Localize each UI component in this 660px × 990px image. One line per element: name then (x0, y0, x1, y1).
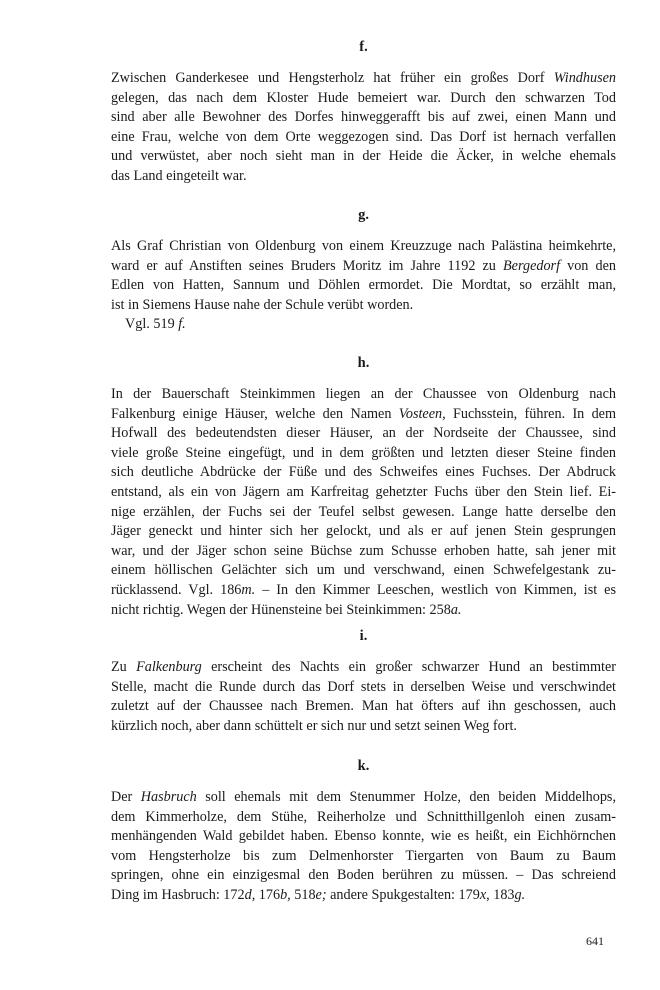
text-line (111, 522, 616, 542)
text-run: soll ehemals mit dem Stenummer Holze, den beiden Middelhops, (196, 789, 616, 805)
text-line (111, 561, 616, 581)
italic-term: Bergedorf (503, 257, 561, 274)
text-line (111, 385, 616, 405)
text-line (111, 147, 616, 167)
paragraph (111, 658, 616, 736)
text-line (111, 697, 616, 717)
text-run: Ding im Hasbruch: 172 (111, 886, 245, 903)
text-run: 183 (489, 886, 515, 903)
italic-term: Hasbruch (140, 789, 197, 805)
text-run: eine Frau, welche von dem Orte weggezogen sind. Das Dorf ist hernach verfallen (111, 128, 616, 145)
text-run: 518 (290, 886, 316, 903)
text-line (111, 276, 616, 296)
paragraph (111, 69, 616, 187)
text-run: und verwüstet, aber noch sieht man in der Heide die Äcker, in welche ehemals (111, 148, 616, 165)
text-run: Als Graf Christian von Oldenburg von einem Kreuzzuge nach Palästina heimkehrte, (111, 238, 616, 254)
text-line (111, 503, 616, 523)
text-line (111, 866, 616, 886)
text-line (111, 808, 616, 828)
italic-term: g. (514, 886, 526, 903)
text-run: Fuchsstein, führen. In dem (445, 405, 617, 422)
text-run: Jäger geneckt und hinter sich her gelockt, und als er auf jenen Stein gesprungen (111, 523, 616, 540)
text-run: ward er auf Anstiften seines Bruders Moritz im Jahre 1192 zu (111, 257, 504, 274)
text-run: 176 (255, 886, 281, 903)
text-run: von den (560, 257, 616, 274)
italic-term: x, (479, 886, 490, 903)
text-run: Der (111, 789, 141, 805)
text-run: – In den Kimmer Leeschen, westlich von Kimmen, ist es (255, 581, 616, 598)
text-line (111, 483, 616, 503)
text-run: viele große Steine eingefügt, und in dem größten und letzten dieser Steine finden (111, 444, 616, 461)
text-run: erscheint des Nachts ein großer schwarzer Hund an bestimmter (201, 659, 616, 675)
text-run: Hofwall des bedeutendsten dieser Häuser, an der Nordseite der Chaussee, sind (111, 425, 616, 442)
italic-term: b, (280, 886, 291, 903)
section-heading: g. (358, 207, 369, 223)
text-run: war, und der Jäger schon seine Büchse zum Schusse erhoben hatte, sah jener mit (111, 542, 616, 559)
section-h (111, 354, 616, 620)
text-run: entstand, als ein von Jägern am Karfreitag gehetzter Fuchs über den Stein lief. Ei- (111, 483, 616, 500)
text-line (111, 128, 616, 148)
italic-term: a. (450, 601, 462, 618)
text-run: menhängenden Wald gebildet haben. Ebenso konnte, wie es heißt, ein Eichhörnchen (111, 828, 616, 845)
section-k (111, 757, 616, 906)
page-number: 641 (586, 934, 604, 948)
text-line (111, 542, 616, 562)
text-line (111, 678, 616, 698)
text-line (111, 108, 616, 128)
section-i (111, 627, 616, 736)
text-line (111, 601, 616, 621)
text-line (111, 405, 616, 425)
italic-term: m. (241, 581, 256, 598)
text-run: dem Kimmerholze, dem Stühe, Reiherholze und Schnitthillgenloh einen zusam- (111, 808, 616, 825)
text-line (111, 237, 616, 257)
text-run: sich deutliche Abdrücke der Füße und des Schweifes eines Fuchses. Der Abdruck (111, 464, 616, 481)
text-run: einem höllischen Gelächter sich um und verschwand, einen Schwefelgestank zu- (111, 562, 616, 579)
text-run: rücklassend. Vgl. 186 (111, 581, 242, 598)
text-line (111, 463, 616, 483)
text-line (111, 827, 616, 847)
text-line (111, 444, 616, 464)
italic-term: e; (315, 886, 327, 903)
paragraph (111, 788, 616, 906)
text-line (111, 886, 616, 906)
italic-term: d, (244, 886, 256, 903)
text-run: gelegen, das nach dem Kloster Hude bemeiert war. Durch den schwarzen Tod (111, 89, 616, 106)
text-line (111, 581, 616, 601)
text-line (111, 296, 616, 316)
text-run: Vgl. 519 (125, 316, 179, 333)
text-run: Zwischen Ganderkesee und Hengsterholz hat früher ein großes Dorf (111, 70, 554, 86)
paragraph (111, 385, 616, 620)
italic-term: Windhusen (553, 70, 616, 86)
section-heading: i. (359, 628, 368, 644)
text-line (111, 89, 616, 109)
section-heading: h. (357, 355, 370, 371)
text-run: Stelle, macht die Runde durch das Dorf stets in derselben Weise und verschwindet (111, 678, 616, 695)
text-line (111, 69, 616, 89)
section-g (111, 206, 616, 335)
text-line (111, 717, 616, 737)
italic-term: Vosteen, (398, 405, 446, 422)
text-run: In der Bauerschaft Steinkimmen liegen an der Chaussee von Oldenburg nach (111, 386, 616, 402)
text-line (111, 167, 616, 187)
text-line (111, 788, 616, 808)
text-run: kürzlich noch, aber dann schüttelt er sich nur und setzt seinen Weg fort. (111, 717, 517, 734)
text-run: springen, ohne ein einzigesmal den Boden berühren zu müssen. – Das schreiend (111, 867, 616, 884)
text-run: Edlen von Hatten, Sannum und Döhlen ermordet. Die Mordtat, so erzählt man, (111, 277, 616, 294)
text-run: das Land eingeteilt war. (111, 167, 247, 184)
text-run: sind aber alle Bewohner des Dorfes hinweggerafft bis auf zwei, einen Mann und (111, 109, 616, 126)
text-line (111, 658, 616, 678)
section-f (111, 38, 616, 187)
cross-reference (111, 315, 616, 335)
text-run: ist in Siemens Hause nahe der Schule verübt worden. (111, 296, 414, 313)
text-run: nicht richtig. Wegen der Hünensteine bei Steinkimmen: 258 (111, 601, 451, 618)
text-run: Falkenburg einige Häuser, welche den Namen (111, 405, 399, 422)
italic-term: f. (178, 316, 186, 333)
text-line (111, 847, 616, 867)
section-heading: k. (357, 758, 370, 774)
text-line (111, 257, 616, 277)
text-run: andere Spukgestalten: 179 (326, 886, 480, 903)
paragraph (111, 237, 616, 315)
italic-term: Falkenburg (136, 659, 202, 675)
text-run: nige erzählen, der Fuchs sei der Teufel selbst gewesen. Lange hatte derselbe den (111, 503, 616, 520)
text-run: zuletzt auf der Chaussee nach Bremen. Man hat öfters auf ihn geschossen, auch (111, 698, 616, 715)
text-line (111, 424, 616, 444)
text-run: Zu (111, 659, 137, 675)
section-heading: f. (359, 39, 368, 55)
text-run: vom Hengsterholze bis zum Delmenhorster Tiergarten von Baum zu Baum (111, 847, 616, 864)
